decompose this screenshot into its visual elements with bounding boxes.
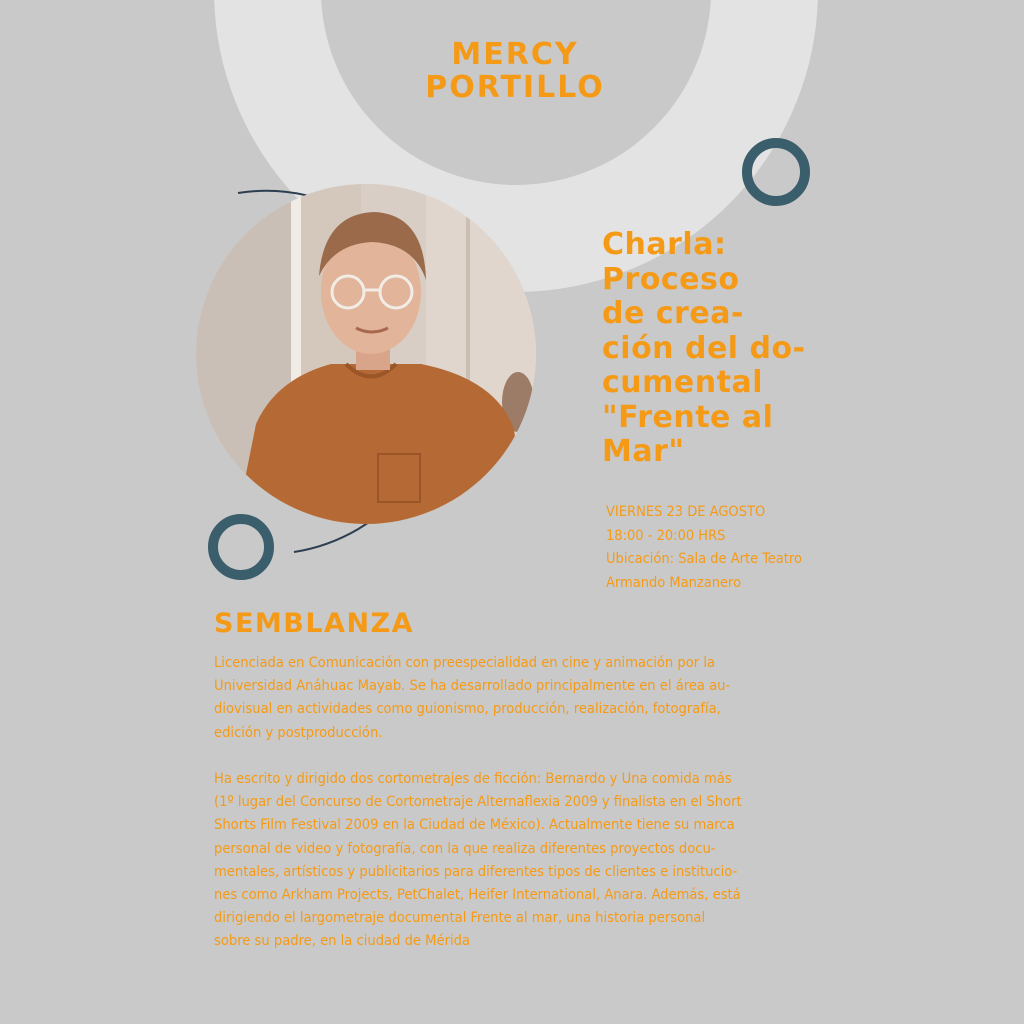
talk-title-line: Charla: [602, 227, 727, 262]
bio-line: Universidad Anáhuac Mayab. Se ha desarrollado principalmente en el área au- [214, 677, 731, 695]
bio-line: personal de video y fotografía, con la que realiza diferentes proyectos docu- [214, 839, 716, 857]
event-time: 18:00 - 20:00 HRS [606, 527, 726, 544]
bio-line: dirigiendo el largometraje documental Frente al mar, una historia personal [214, 909, 706, 927]
bio-text [214, 651, 854, 953]
talk-title-line: Proceso [602, 261, 740, 297]
event-location: Ubicación: Sala de Arte Teatro [606, 551, 802, 567]
bio-line: sobre su padre, en la ciudad de Mérida [214, 932, 471, 950]
talk-title [602, 228, 862, 470]
bio-line: diovisual en actividades como guionismo, producción, realización, fotografía, [214, 700, 721, 718]
talk-title-line: ción del do- [602, 330, 806, 366]
bio-heading: SEMBLANZA [214, 608, 415, 639]
speaker-portrait-photo [196, 184, 536, 524]
bio-line: Shorts Film Festival 2009 en la Ciudad de México). Actualmente tiene su marca [214, 816, 735, 834]
speaker-name-line: MERCY [451, 37, 579, 72]
event-location-venue: Armando Manzanero [606, 574, 742, 591]
talk-title-line: "Frente al [602, 399, 774, 435]
bio-line: (1º lugar del Concurso de Cortometraje Alternaflexia 2009 y finalista en el Short [214, 793, 742, 811]
bio-line: mentales, artísticos y publicitarios para diferentes tipos de clientes e institucio- [214, 862, 738, 880]
bio-line: Licenciada en Comunicación con preespecialidad en cine y animación por la [214, 654, 716, 671]
teal-ring-decoration-bottom [208, 514, 274, 580]
paragraph-spacer [214, 744, 854, 767]
event-date: VIERNES 23 DE AGOSTO [606, 504, 766, 520]
event-details [606, 501, 866, 595]
teal-ring-decoration-top [742, 138, 810, 206]
bio-line: edición y postproducción. [214, 723, 383, 741]
bio-line: nes como Arkham Projects, PetChalet, Heifer International, Anara. Además, está [214, 886, 741, 904]
bio-line: Ha escrito y dirigido dos cortometrajes de ficción: Bernardo y Una comida más [214, 770, 732, 787]
talk-title-line: Mar" [602, 434, 685, 469]
speaker-name-line: PORTILLO [425, 70, 605, 105]
speaker-name [360, 38, 670, 104]
talk-title-line: de crea- [602, 296, 744, 331]
talk-title-line: cumental [602, 365, 763, 400]
